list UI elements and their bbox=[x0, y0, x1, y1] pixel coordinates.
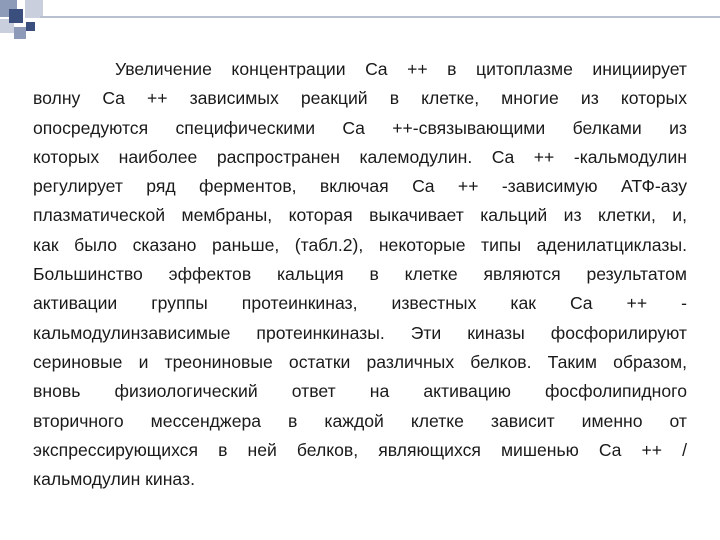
paragraph-line: Увеличение концентрации Ca ++ в цитоплазме инициирует bbox=[115, 59, 687, 79]
paragraph-line: вторичного мессенджера в каждой клетке зависит именно от bbox=[33, 410, 687, 431]
paragraph-line: сериновые и треониновые остатки различных белков. Таким образом, bbox=[33, 351, 687, 372]
paragraph-line: активации группы протеинкиназ, известных как Ca ++ - bbox=[33, 293, 687, 314]
paragraph-line: экспрессирующихся в ней белков, являющихся мишенью Ca ++ / bbox=[33, 439, 687, 460]
paragraph-line: вновь физиологический ответ на активацию фосфолипидного bbox=[33, 381, 687, 402]
paragraph-line: кальмодулин киназ. bbox=[33, 469, 195, 490]
paragraph-line: Большинство эффектов кальция в клетке являются результатом bbox=[33, 264, 687, 285]
paragraph-line: опосредуются специфическими Ca ++-связывающими белками из bbox=[33, 117, 687, 138]
deco-square-4 bbox=[25, 0, 43, 18]
paragraph-line: кальмодулинзависимые протеинкиназы. Эти киназы фосфорилируют bbox=[33, 322, 687, 343]
paragraph-line: как было сказано раньше, (табл.2), некоторые типы аденилатциклазы. bbox=[33, 234, 687, 255]
deco-square-3 bbox=[9, 9, 23, 23]
paragraph-line: плазматической мембраны, которая выкачивает кальций из клетки, и, bbox=[33, 205, 687, 226]
corner-decoration bbox=[0, 0, 720, 60]
slide-body-text bbox=[33, 55, 687, 494]
deco-square-6 bbox=[26, 22, 35, 31]
decorative-squares-graphic bbox=[0, 0, 720, 60]
deco-square-5 bbox=[14, 27, 26, 39]
paragraph-line: регулирует ряд ферментов, включая Ca ++ -зависимую АТФ-азу bbox=[33, 176, 687, 197]
header-rule bbox=[40, 16, 720, 18]
paragraph-line: которых наиболее распространен калемодулин. Ca ++ -кальмодулин bbox=[33, 146, 687, 167]
paragraph-line: волну Ca ++ зависимых реакций в клетке, многие из которых bbox=[33, 88, 687, 109]
